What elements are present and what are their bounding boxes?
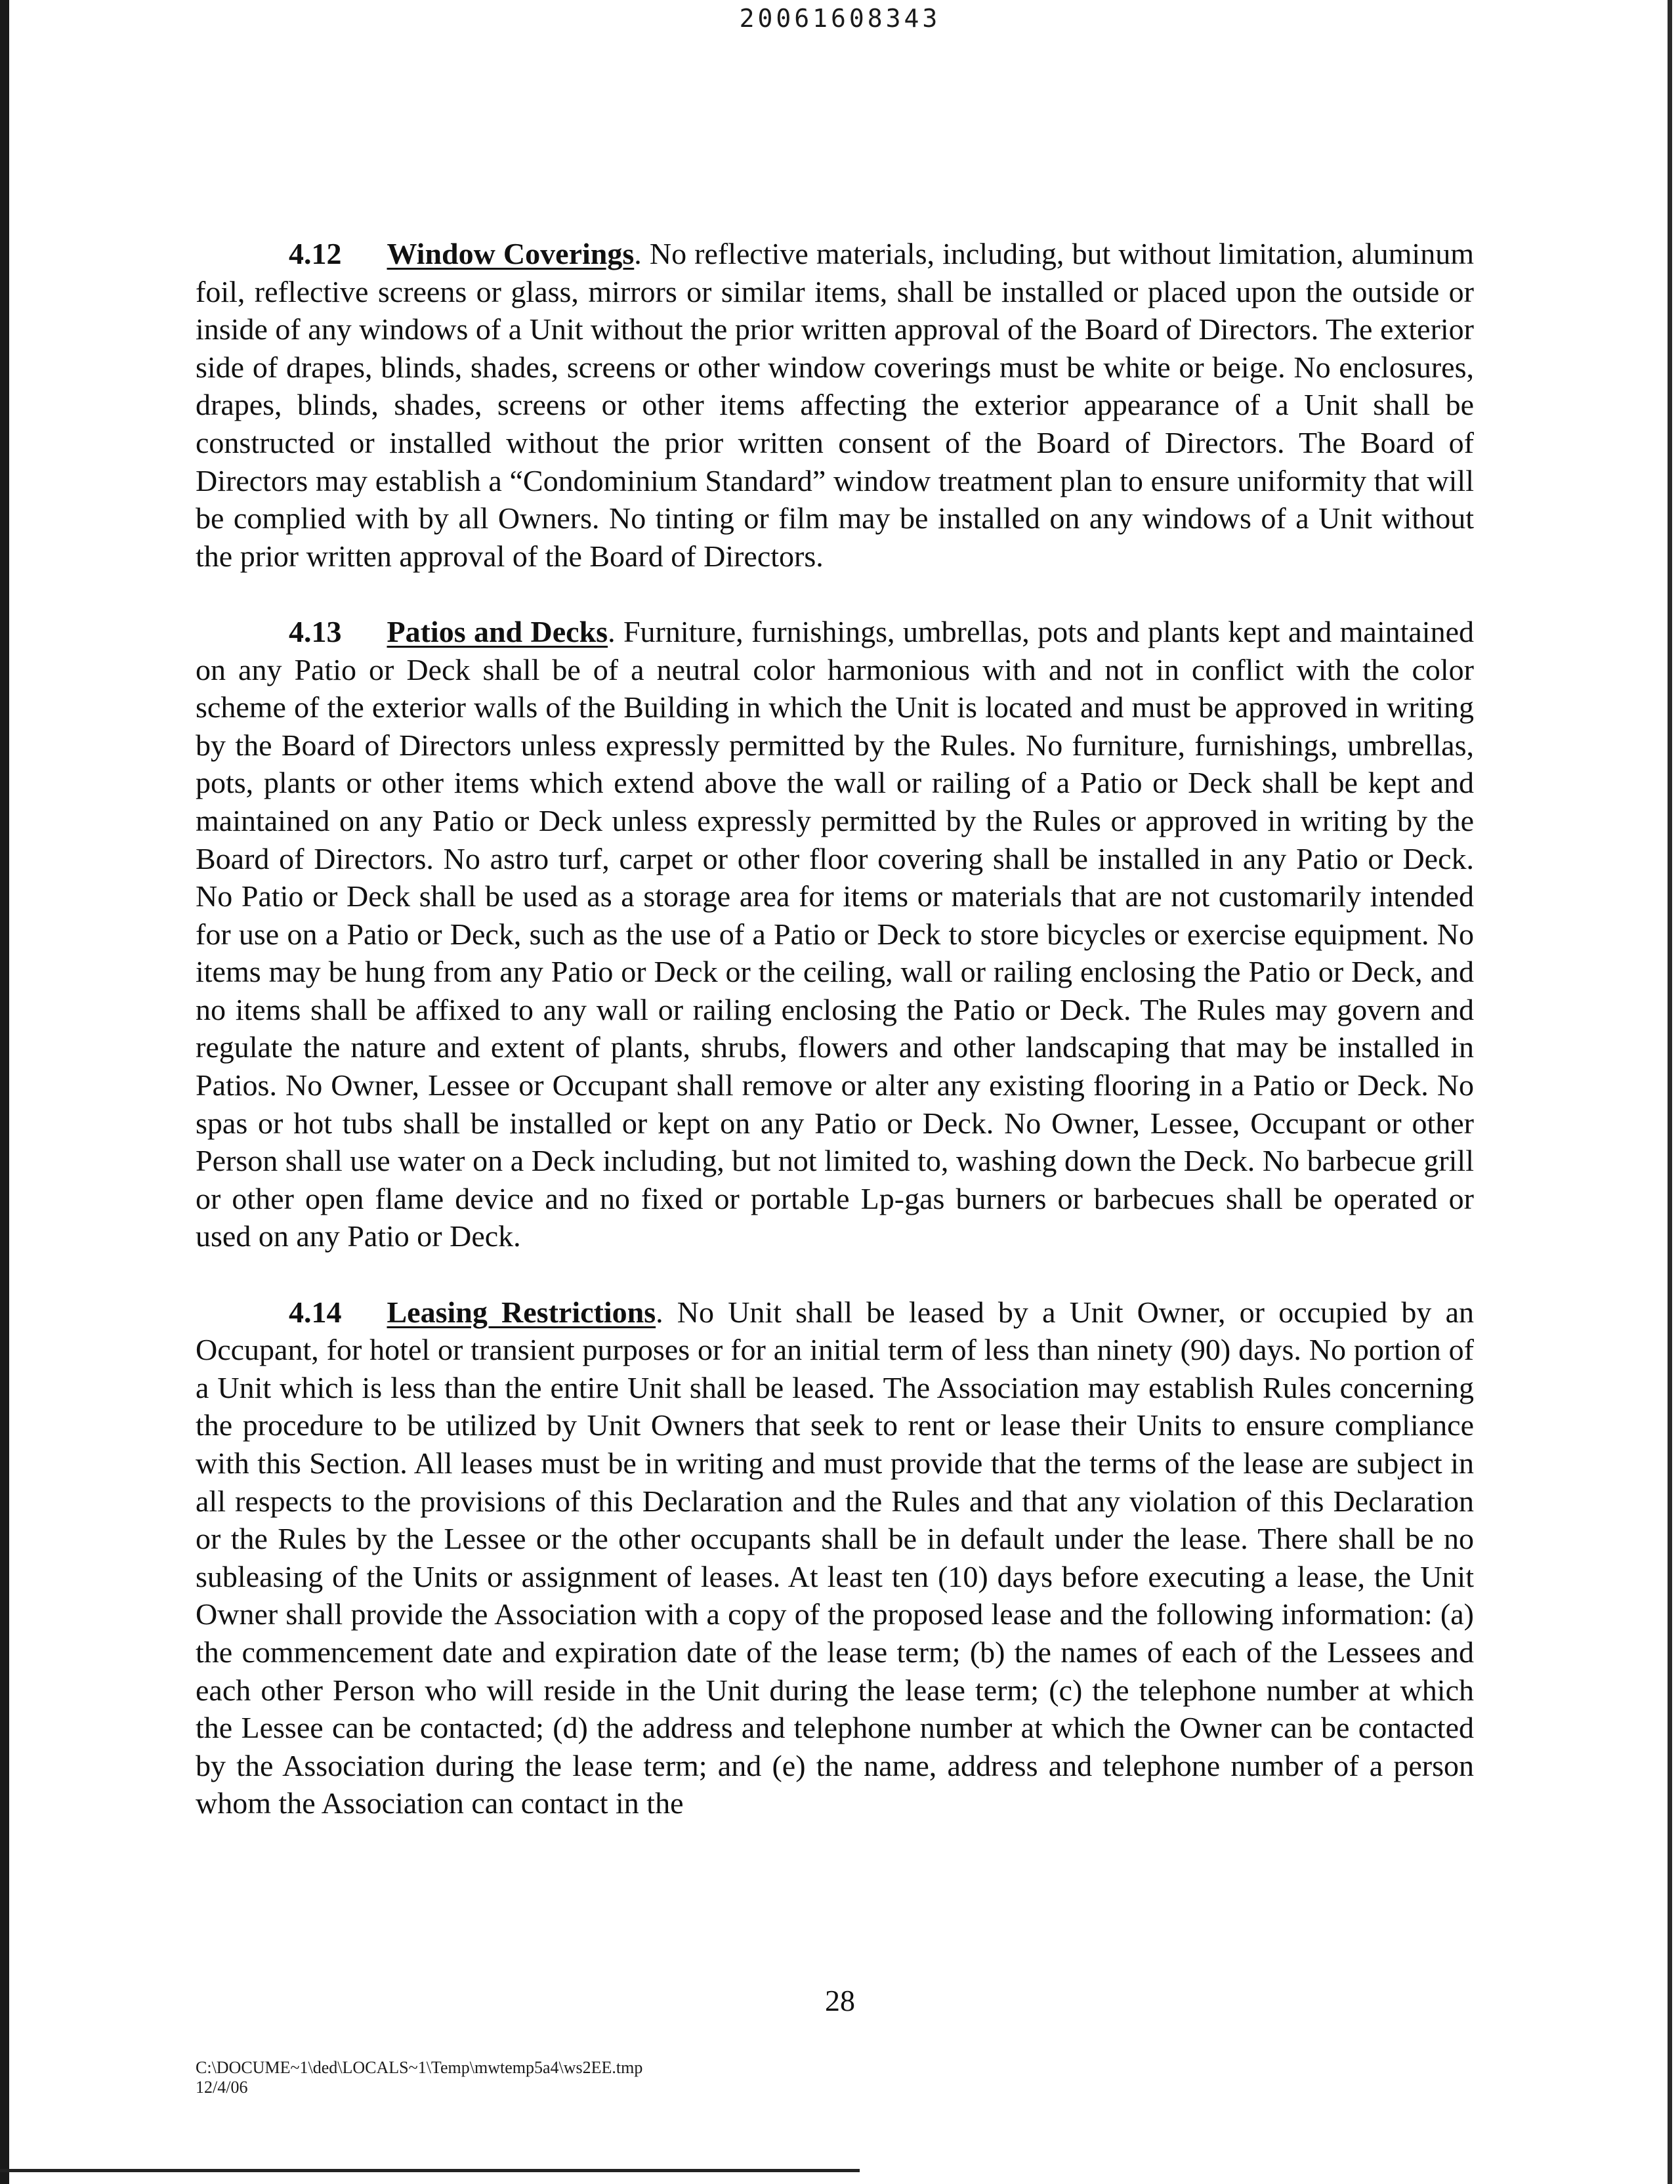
document-number: 20061608343 [739,4,941,33]
document-body [196,235,1474,1860]
section-number: 4.13 [289,614,342,648]
scan-right-border [1668,0,1672,2184]
footer-file-path: C:\DOCUME~1\ded\LOCALS~1\Temp\mwtemp5a4\ws2EE.tmp [196,2058,643,2077]
page-number: 28 [825,1984,855,2017]
section-text: . No Unit shall be leased by a Unit Owner, or occupied by an Occupant, for hotel or transient purposes or for an initial term of less than ninety (90) days. No portion of a Unit which is less than the entire Unit shall be leased. The Association may establish Rules concerning the procedure to be utilized by Unit Owners that seek to rent or lease their Units to ensure compliance with this Section. All leases must be in writing and must provide that the terms of the lease are subject in all respects to the provisions of this Declaration and the Rules and that any violation of this Declaration or the Rules by the Lessee or the other occupants shall be in default under the lease. There shall be no subleasing of the Units or assignment of leases. At least ten (10) days before executing a lease, the Unit Owner shall provide the Association with a copy of the proposed lease and the following information: (a) the commencement date and expiration date of the lease term; (b) the names of each of the Lessees and each other Person who will reside in the Unit during the lease term; (c) the telephone number at which the Lessee can be contacted; (d) the address and telephone number at which the Owner can be contacted by the Association during the lease term; and (e) the name, address and telephone number of a person whom the Association can contact in the [196,1295,1474,1820]
section-text: . No reflective materials, including, but without limitation, aluminum foil, reflective screens or glass, mirrors or similar items, shall be installed or placed upon the outside or inside of any windows of a Unit without the prior written approval of the Board of Directors. The exterior side of drapes, blinds, shades, screens or other window coverings must be white or beige. No enclosures, drapes, blinds, shades, screens or other items affecting the exterior appearance of a Unit shall be constructed or installed without the prior written consent of the Board of Directors. The Board of Directors may establish a “Condominium Standard” window treatment plan to ensure uniformity that will be complied with by all Owners. No tinting or film may be installed on any windows of a Unit without the prior written approval of the Board of Directors. [196,237,1474,573]
section-title: Window Coverings [387,237,635,270]
section-4-14 [196,1293,1474,1822]
section-title: Leasing Restrictions [387,1295,656,1329]
scan-left-border [0,0,9,2184]
section-4-13 [196,613,1474,1255]
section-text: . Furniture, furnishings, umbrellas, pots and plants kept and maintained on any Patio or Deck shall be of a neutral color harmonious with and not in conflict with the color scheme of the exterior walls of the Building in which the Unit is located and must be approved in writing by the Board of Directors unless expressly permitted by the Rules. No furniture, furnishings, umbrellas, pots, plants or other items which extend above the wall or railing of a Patio or Deck shall be kept and maintained on any Patio or Deck unless expressly permitted by the Rules or approved in writing by the Board of Directors. No astro turf, carpet or other floor covering shall be installed in any Patio or Deck. No Patio or Deck shall be used as a storage area for items or materials that are not customarily intended for use on a Patio or Deck, such as the use of a Patio or Deck to store bicycles or exercise equipment. No items may be hung from any Patio or Deck or the ceiling, wall or railing enclosing the Patio or Deck, and no items shall be affixed to any wall or railing enclosing the Patio or Deck. The Rules may govern and regulate the nature and extent of plants, shrubs, flowers and other landscaping that may be installed in Patios. No Owner, Lessee or Occupant shall remove or alter any existing flooring in a Patio or Deck. No spas or hot tubs shall be installed or kept on any Patio or Deck. No Owner, Lessee, Occupant or other Person shall use water on a Deck including, but not limited to, washing down the Deck. No barbecue grill or other open flame device and no fixed or portable Lp-gas burners or barbecues shall be operated or used on any Patio or Deck. [196,614,1474,1253]
section-4-12 [196,235,1474,575]
section-number: 4.12 [289,237,342,270]
section-number: 4.14 [289,1295,342,1329]
scan-bottom-rule [0,2169,860,2172]
footer-date: 12/4/06 [196,2078,248,2097]
section-title: Patios and Decks [387,614,608,648]
